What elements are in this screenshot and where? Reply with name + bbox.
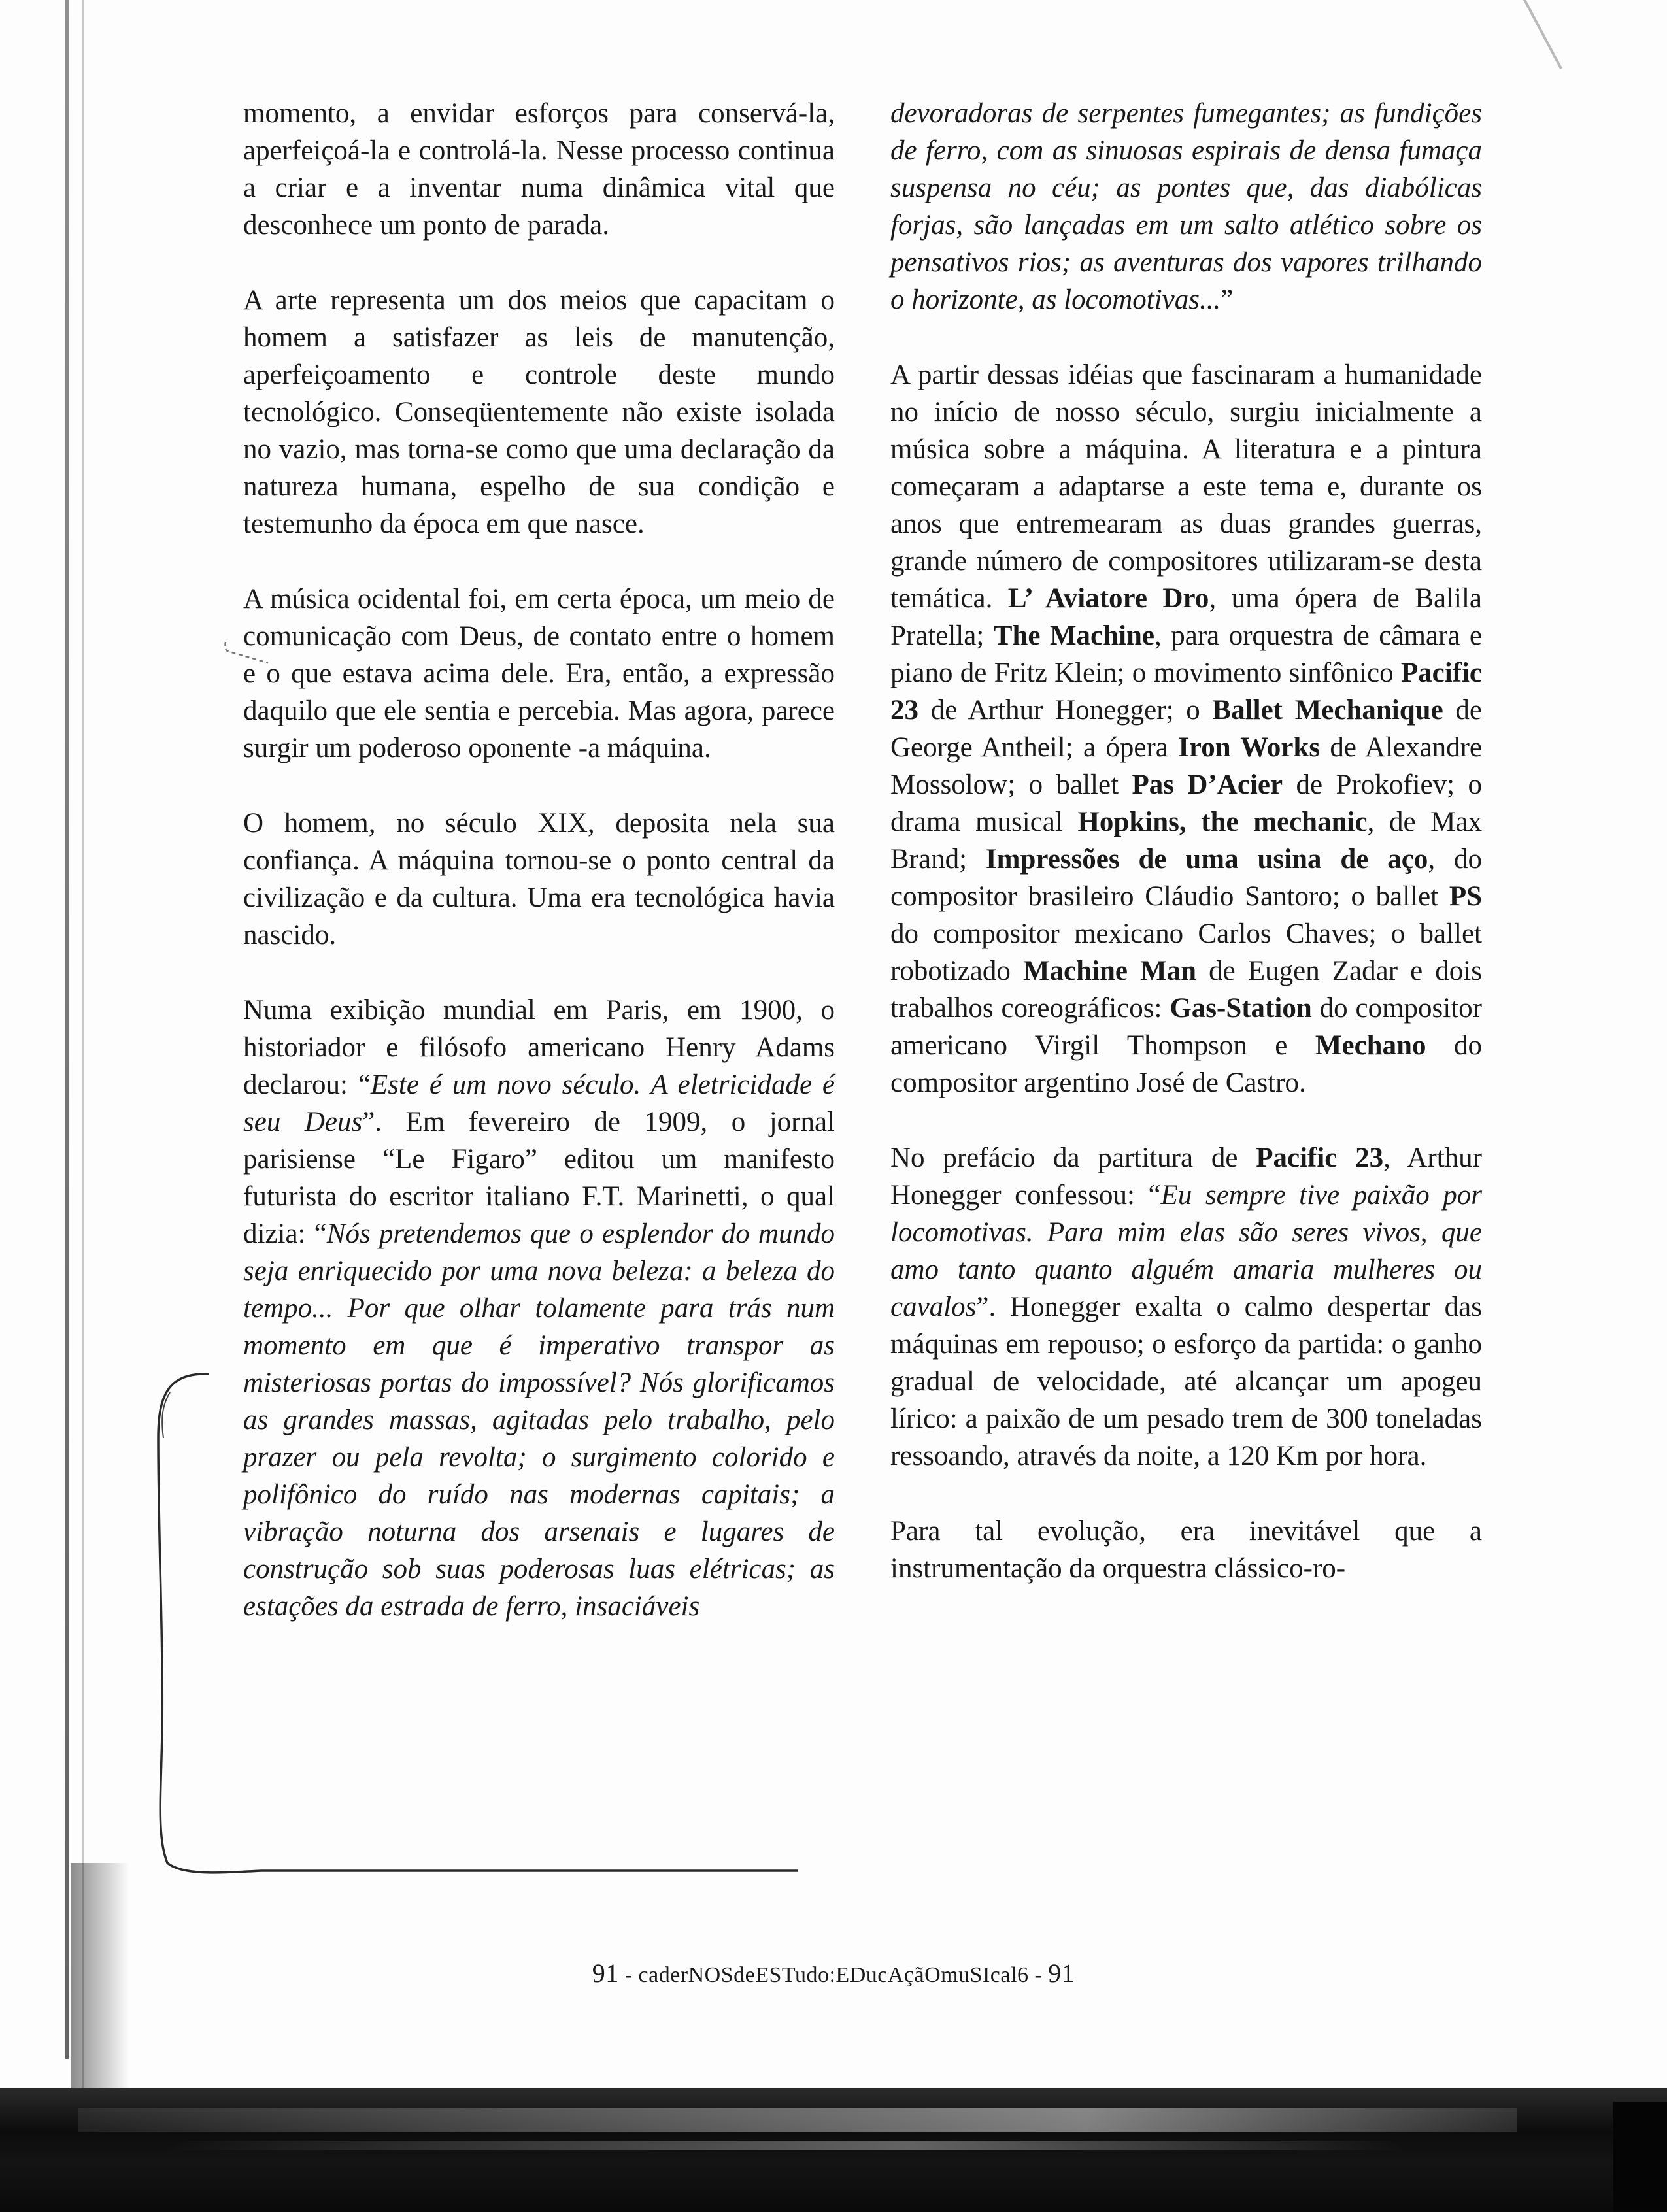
work-title-machine-man: Machine Man — [1022, 956, 1197, 986]
right-p1-end: ” — [1221, 284, 1234, 315]
right-paragraph-3 — [890, 1139, 1482, 1475]
pen-bracket-mark — [144, 1366, 216, 1876]
work-title-ballet-mechanique: Ballet Mechanique — [1212, 695, 1443, 726]
scan-bottom-band — [0, 2088, 1667, 2212]
right-p2-text-3: , para orquestra de câmara e piano de Fritz Klein; o movimento sinfônico — [890, 620, 1482, 688]
adams-quote: Este é um novo século. A eletricidade é seu Deus — [243, 1069, 835, 1137]
right-p2-text-9: , do compositor brasileiro Cláudio Santoro; o ballet — [890, 844, 1482, 912]
work-title-iron-works: Iron Works — [1178, 732, 1321, 763]
honegger-quote: Eu sempre tive paixão por locomotivas. Para mim elas são seres vivos, que amo tanto quanto alguém amaria mulheres ou cavalos — [890, 1180, 1482, 1322]
work-title-pacific-23: Pacific 23 — [890, 658, 1482, 726]
right-p3-text-2: , Arthur Honegger confessou: “ — [890, 1143, 1482, 1211]
right-p3-text-3: ”. Honegger exalta o calmo despertar das máquinas em repouso; o esforço da partida: o ganho gradual de velocidade, até alcançar um apogeu lírico: a paixão de um pesado trem de 300 toneladas ressoando, através da noite, a 120 Km por hora. — [890, 1292, 1482, 1471]
work-title-hopkins: Hopkins, the mechanic — [1077, 807, 1368, 837]
scan-left-edge-line-secondary — [82, 0, 84, 2124]
page-footer — [0, 1958, 1667, 1988]
footer-separator-1: - — [618, 1963, 639, 1987]
work-title-ps: PS — [1449, 881, 1482, 912]
scan-left-shadow — [71, 1863, 129, 2124]
right-p2-text-11: de Eugen Zadar e dois trabalhos coreográficos: — [890, 956, 1482, 1024]
work-title-pacific-23-b: Pacific 23 — [1256, 1143, 1384, 1173]
right-p2-text-5: de George Antheil; a ópera — [890, 695, 1483, 763]
scan-right-dark-corner — [1613, 2102, 1667, 2212]
work-title-pas-dacier: Pas D’Acier — [1132, 769, 1283, 800]
work-title-the-machine: The Machine — [993, 620, 1154, 651]
scan-bottom-band-highlight — [78, 2108, 1517, 2132]
right-paragraph-1 — [890, 95, 1482, 318]
right-p2-text-4: de Arthur Honegger; o — [918, 695, 1213, 726]
right-p2-text-8: , de Max Brand; — [890, 807, 1483, 875]
right-p2-text-13: do compositor argentino José de Castro. — [890, 1030, 1483, 1098]
right-column — [890, 95, 1482, 1625]
marinetti-quote-continued: devoradoras de serpentes fumegantes; as fundições de ferro, com as sinuosas espirais de densa fumaça suspensa no céu; as pontes que, das diabólicas forjas, são lançadas em um salto atlético sobre os pensativos rios; as aventuras dos vapores trilhando o horizonte, as locomotivas... — [890, 98, 1482, 315]
left-paragraph-1: momento, a envidar esforços para conservá-la, aperfeiçoá-la e controlá-la. Nesse processo continua a criar e a inventar numa dinâmica vital que desconhece um ponto de parada. — [243, 98, 835, 241]
work-title-gas-station: Gas-Station — [1170, 993, 1312, 1024]
work-title-mechano: Mechano — [1315, 1030, 1426, 1061]
right-paragraph-4: Para tal evolução, era inevitável que a instrumentação da orquestra clássico-ro- — [890, 1516, 1482, 1584]
left-paragraph-4: O homem, no século XIX, deposita nela sua confiança. A máquina tornou-se o ponto central da civilização e da cultura. Uma era tecnológica havia nascido. — [243, 808, 835, 950]
left-paragraph-5 — [243, 992, 835, 1625]
left-paragraph-2: A arte representa um dos meios que capacitam o homem a satisfazer as leis de manutenção, aperfeiçoamento e controle deste mundo tecnológico. Conseqüentemente não existe isolada no vazio, mas torna-se como que uma declaração da natureza humana, espelho de sua condição e testemunho da época em que nasce. — [243, 285, 835, 539]
marinetti-quote: Nós pretendemos que o esplendor do mundo seja enriquecido por uma nova beleza: a beleza do tempo... Por que olhar tolamente para trás num momento em que é imperativo transpor as misteriosas portas do impossível? Nós glorificamos as grandes massas, agitadas pelo trabalho, pelo prazer ou pela revolta; o surgimento colorido e polifônico do ruído nas modernas capitais; a vibração noturna dos arsenais e lugares de construção sob suas poderosas luas elétricas; as estações da estrada de ferro, insaciáveis — [243, 1218, 835, 1622]
right-paragraph-2 — [890, 356, 1482, 1101]
journal-title: caderNOSdeESTudo:EDucAçãOmuSIcal6 — [638, 1963, 1029, 1987]
left-p5-text-1: Numa exibição mundial em Paris, em 1900, o historiador e filósofo americano Henry Adams declarou: “ — [243, 995, 835, 1100]
right-p3-text-1: No prefácio da partitura de — [890, 1143, 1256, 1173]
left-paragraph-3: A música ocidental foi, em certa época, um meio de comunicação com Deus, de contato entre o homem e o que estava acima dele. Era, então, a expressão daquilo que ele sentia e percebia. Mas agora, parece surgir um poderoso oponente -a máquina. — [243, 584, 835, 763]
scan-bottom-band-highlight-2 — [163, 2141, 1406, 2150]
work-title-aviatore-dro: L’ Aviatore Dro — [1007, 583, 1209, 614]
left-p5-text-2: ”. Em fevereiro de 1909, o jornal parisiense “Le Figaro” editou um manifesto futurista do escritor italiano F.T. Marinetti, o qual dizia: “ — [243, 1107, 835, 1249]
scan-corner-mark — [1523, 0, 1562, 69]
left-column — [243, 95, 835, 1663]
footer-separator-2: - — [1028, 1963, 1049, 1987]
right-p2-text-6: de Alexandre Mossolow; o ballet — [890, 732, 1482, 800]
right-p2-text-12: do compositor americano Virgil Thompson e — [890, 993, 1483, 1061]
scan-left-edge-line — [65, 0, 69, 2059]
page-number-right: 91 — [1048, 1958, 1075, 1988]
right-p2-text-2: , uma ópera de Balila Pratella; — [890, 583, 1482, 651]
work-title-impressoes: Impressões de uma usina de aço — [985, 844, 1428, 875]
right-p2-text-1: A partir dessas idéias que fascinaram a humanidade no início de nosso século, surgiu inicialmente a música sobre a máquina. A literatura e a pintura começaram a adaptarse a este tema e, durante os anos que entremearam as duas grandes guerras, grande número de compositores utilizaram-se desta temática. — [890, 360, 1482, 614]
right-p2-text-10: do compositor mexicano Carlos Chaves; o ballet robotizado — [890, 918, 1482, 986]
right-p2-text-7: de Prokofiev; o drama musical — [890, 769, 1482, 837]
page-number-left: 91 — [592, 1958, 619, 1988]
